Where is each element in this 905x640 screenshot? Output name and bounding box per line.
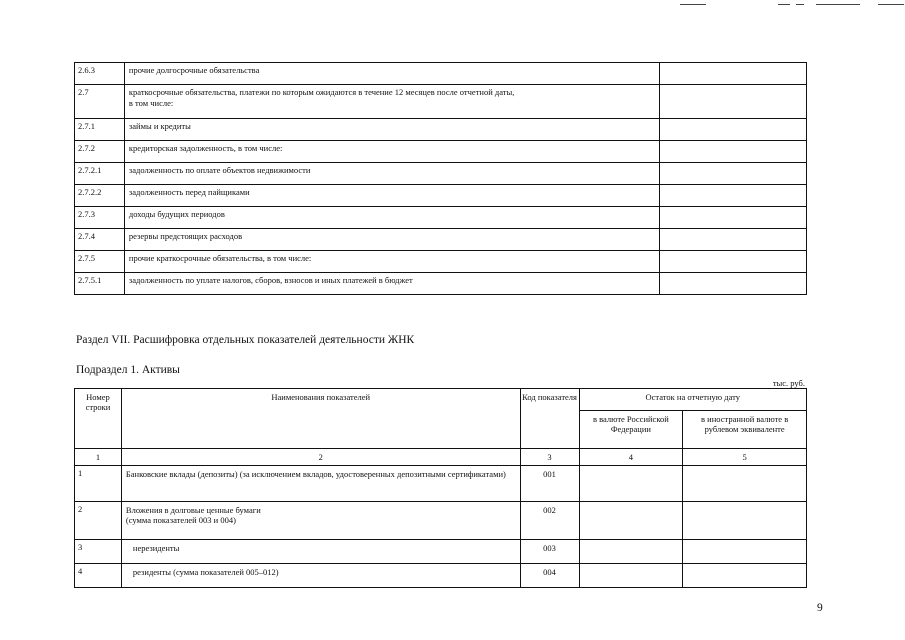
row-number: 2.7.2 <box>75 141 125 163</box>
column-number: 1 <box>75 449 122 466</box>
row-name: прочие долгосрочные обязательства <box>124 63 660 85</box>
table-row <box>75 273 807 295</box>
row-name: задолженность по оплате объектов недвижимости <box>124 163 660 185</box>
row-value <box>660 163 807 185</box>
table-row <box>75 185 807 207</box>
units-label: тыс. руб. <box>772 378 805 388</box>
subsection-title: Подраздел 1. Активы <box>76 364 180 376</box>
column-number: 4 <box>579 449 683 466</box>
row-value <box>660 141 807 163</box>
row-number: 2 <box>75 502 122 540</box>
row-name-line1: краткосрочные обязательства, платежи по которым ожидаются в течение 12 месяцев после отчетной даты, <box>128 87 515 97</box>
row-number: 4 <box>75 564 122 588</box>
row-name: задолженность по уплате налогов, сборов, взносов и иных платежей в бюджет <box>124 273 660 295</box>
row-value-fx <box>683 502 807 540</box>
row-value-rub <box>579 466 683 502</box>
row-value-fx <box>683 466 807 502</box>
row-number: 2.6.3 <box>75 63 125 85</box>
row-name: прочие краткосрочные обязательства, в том числе: <box>124 251 660 273</box>
row-number: 1 <box>75 466 122 502</box>
table-row <box>75 251 807 273</box>
row-number: 2.7.5.1 <box>75 273 125 295</box>
table-row <box>75 466 807 502</box>
row-number: 2.7.3 <box>75 207 125 229</box>
row-name <box>124 85 660 119</box>
scan-artifact <box>878 4 904 5</box>
table-row <box>75 502 807 540</box>
header-row <box>75 389 807 411</box>
row-name-line2: (сумма показателей 003 и 004) <box>125 515 236 525</box>
table-row <box>75 564 807 588</box>
header-indicator-name: Наименования показателей <box>121 389 520 449</box>
row-number: 2.7.4 <box>75 229 125 251</box>
row-value <box>660 229 807 251</box>
column-number-row <box>75 449 807 466</box>
row-value <box>660 273 807 295</box>
table-row <box>75 163 807 185</box>
row-name: резиденты (сумма показателей 005–012) <box>121 564 520 588</box>
header-fx: в иностранной валюте в рублевом эквиваленте <box>683 411 807 449</box>
row-value <box>660 63 807 85</box>
row-name: займы и кредиты <box>124 119 660 141</box>
table-row <box>75 229 807 251</box>
row-value-fx <box>683 564 807 588</box>
scan-artifact <box>816 4 860 5</box>
row-value <box>660 185 807 207</box>
row-value <box>660 207 807 229</box>
row-code: 002 <box>520 502 579 540</box>
header-balance: Остаток на отчетную дату <box>579 389 806 411</box>
column-number: 3 <box>520 449 579 466</box>
assets-table <box>74 388 807 588</box>
header-indicator-code: Код показателя <box>520 389 579 449</box>
table-row <box>75 63 807 85</box>
row-name <box>121 502 520 540</box>
table-row <box>75 119 807 141</box>
row-name: нерезиденты <box>121 540 520 564</box>
scan-artifact <box>796 4 804 5</box>
row-number: 2.7.1 <box>75 119 125 141</box>
row-number: 2.7.2.2 <box>75 185 125 207</box>
row-value-rub <box>579 564 683 588</box>
column-number: 5 <box>683 449 807 466</box>
table-row <box>75 540 807 564</box>
table-row <box>75 85 807 119</box>
row-name-line2: в том числе: <box>128 98 174 108</box>
scan-artifact <box>680 4 706 5</box>
row-value <box>660 85 807 119</box>
row-value <box>660 251 807 273</box>
scan-artifact <box>778 4 790 5</box>
header-rub: в валюте Российской Федерации <box>579 411 683 449</box>
table-row <box>75 207 807 229</box>
row-number: 3 <box>75 540 122 564</box>
section-title: Раздел VII. Расшифровка отдельных показателей деятельности ЖНК <box>76 334 415 346</box>
row-name: резервы предстоящих расходов <box>124 229 660 251</box>
row-code: 004 <box>520 564 579 588</box>
row-name: доходы будущих периодов <box>124 207 660 229</box>
row-name: кредиторская задолженность, в том числе: <box>124 141 660 163</box>
row-name: задолженность перед пайщиками <box>124 185 660 207</box>
table-row <box>75 141 807 163</box>
row-value-fx <box>683 540 807 564</box>
column-number: 2 <box>121 449 520 466</box>
row-name: Банковские вклады (депозиты) (за исключением вкладов, удостоверенных депозитными сертификатами) <box>121 466 520 502</box>
row-name-line1: Вложения в долговые ценные бумаги <box>125 505 261 515</box>
liabilities-table <box>74 62 807 295</box>
row-value-rub <box>579 502 683 540</box>
row-code: 001 <box>520 466 579 502</box>
row-number: 2.7.5 <box>75 251 125 273</box>
row-value <box>660 119 807 141</box>
row-value-rub <box>579 540 683 564</box>
row-number: 2.7.2.1 <box>75 163 125 185</box>
header-row-number: Номер строки <box>75 389 122 449</box>
row-code: 003 <box>520 540 579 564</box>
page-number: 9 <box>817 602 823 614</box>
row-number: 2.7 <box>75 85 125 119</box>
